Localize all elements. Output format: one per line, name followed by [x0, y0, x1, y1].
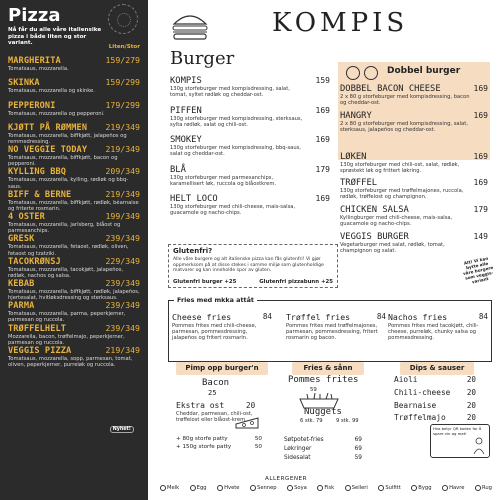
pizza-price: 239/349 — [105, 277, 140, 288]
pimp-ost-price: 20 — [246, 401, 256, 410]
gluten-pizza-price: Glutenfri pizzabunn +25 — [259, 279, 333, 285]
pizza-name: TRØFFELHELT — [8, 323, 67, 334]
pizza-price: 219/349 — [105, 344, 140, 355]
pizza-item — [8, 233, 140, 255]
pizza-price: 209/349 — [105, 166, 140, 177]
dip-row — [394, 375, 476, 384]
burger-desc: 2 x 80 g storfeburger med kompisdressing, bacon og cheddar-ost. — [340, 94, 470, 107]
pizza-price: 229/349 — [105, 255, 140, 266]
dip-row — [394, 413, 476, 422]
pizza-name: GRESK — [8, 234, 35, 245]
fries-price: 84 — [262, 312, 272, 321]
veggie-note: Alt! Vi kan bytte alle våre burgere som veggis-variant — [462, 255, 494, 285]
dip-name: Chili-cheese — [394, 388, 451, 397]
gluten-box — [168, 244, 338, 288]
pizza-item — [8, 211, 140, 233]
burger-icon — [170, 10, 210, 40]
pizza-name: KYLLING BBQ — [8, 167, 67, 178]
burger-price: 169 — [315, 135, 330, 145]
side-label: Løkringer — [284, 446, 312, 452]
burger-list — [170, 76, 330, 224]
page-title: KOMPIS — [272, 8, 409, 38]
allergen-item — [287, 485, 307, 491]
pizza-item — [8, 278, 140, 300]
pizza-item — [8, 300, 140, 322]
pommes-frites: Pommes frites — [288, 375, 359, 385]
allergen-name: Rug — [481, 485, 492, 491]
sulfite-icon — [378, 485, 384, 491]
burger-item — [340, 178, 488, 205]
allergen-name: Egg — [196, 485, 207, 491]
pizza-name: BIFF & BERNE — [8, 189, 72, 200]
pizza-name: KJØTT PÅ RØMMEN — [8, 122, 88, 133]
burger-desc: 130g storfeburger med chili-ost, salat, rødløk, sprøstekt løk og frittert løkring. — [340, 161, 460, 174]
face-icon — [364, 66, 378, 80]
burger-price: 169 — [315, 194, 330, 204]
face-icon — [346, 66, 360, 80]
burger-name: SMOKEY — [170, 135, 202, 146]
pizza-desc: Tomatsaus, mozzarella, biffkjøtt, rødløk, béarnaise og friterte rosmarin. — [8, 199, 139, 212]
pizza-item — [8, 55, 140, 77]
pizza-name: TACOKRØNSJ — [8, 256, 61, 267]
burger-desc: 2 x 80 g storfeburger med kompisdressing, salat, sterksaus, jalapeños og cheddar-ost. — [340, 120, 468, 133]
pimp-row-label: + 80g storfe patty — [176, 436, 228, 442]
burger-desc: 130g storfeburger med kompisdressing, salat, tomat, syltet rødløk og cheddar-ost. — [170, 86, 290, 99]
pizza-price: 239/349 — [105, 233, 140, 244]
pizza-name: SKINKA — [8, 78, 40, 89]
fries-frame-label: Fries med mkka attåt — [174, 296, 257, 304]
burger-price: 149 — [473, 231, 488, 241]
pizza-desc: Tomatsaus, mozzarella, parma, peperkjerner, parmesan og ruccola. — [8, 311, 126, 324]
pizza-desc: Tomatsaus, mozzarella og pepperoni. — [8, 110, 105, 117]
allergen-item — [378, 485, 400, 491]
pizza-item — [8, 256, 140, 278]
pizza-item — [8, 345, 140, 367]
burger-item — [340, 205, 488, 232]
burger-desc: 130g storfeburger med parmesanchips, karamellisert løk, ruccola og blåostkrem. — [170, 174, 277, 187]
fries-side-header: Fries & sånn — [292, 362, 364, 375]
burger-name: DOBBEL BACON CHEESE — [340, 84, 441, 94]
fries-item — [286, 312, 386, 341]
pizza-price: 159/279 — [105, 55, 140, 65]
burger-item — [340, 84, 488, 111]
pizza-list — [8, 55, 140, 367]
pizza-name: PARMA — [8, 301, 35, 312]
nuggets: Nuggets — [304, 407, 342, 417]
burger-name: LØKEN — [340, 151, 367, 162]
allergen-name: Fisk — [324, 485, 335, 491]
burger-item — [170, 76, 330, 106]
pizza-price: 239/349 — [105, 300, 140, 311]
pimp-row — [176, 444, 262, 450]
allergen-item — [250, 485, 277, 491]
pizza-desc: Tomatsaus, mozzarella, biffkjøtt, rødløk, jalapeños, hjertesalat, hvitløksdressing og sterksaus. — [8, 288, 140, 302]
egg-icon — [190, 485, 196, 491]
pizza-name: PEPPERONI — [8, 100, 56, 111]
burger-name: CHICKEN SALSA — [340, 205, 409, 216]
burger-price: 179 — [473, 205, 488, 215]
pizza-name: MARGHERITA — [8, 56, 61, 66]
burger-price: 169 — [473, 178, 488, 188]
pizza-item — [8, 166, 140, 188]
pizza-desc: Mozzarella, bacon, trøffelmajo, peperkjerner, parmesan og ruccola. — [8, 333, 125, 346]
pimp-ost-desc: Cheddar, parmesan, chili-ost, trøffelost eller blåost-krem. — [176, 411, 253, 424]
burger-desc: 130g storfeburger med kompisdressing, bbq-saus, salat og cheddar-ost. — [170, 145, 301, 158]
dip-price: 20 — [466, 375, 476, 384]
pimp-bacon: Bacon — [202, 378, 230, 388]
fries-name: Cheese fries — [172, 312, 232, 322]
pizza-item — [8, 77, 140, 99]
pizza-desc: Tomatsaus, mozzarella, sopp, parmesan, tomat, oliven, peperkjerner, purreløk og ruccola. — [8, 355, 133, 369]
dip-price: 20 — [466, 401, 476, 410]
fries-item — [388, 312, 488, 341]
pizza-panel — [0, 0, 148, 500]
burger-price: 179 — [315, 164, 330, 174]
allergen-name: Sulfitt — [385, 485, 401, 491]
pizza-name: KEBAB — [8, 278, 35, 289]
gluten-burger-price: Glutenfri burger +25 — [173, 279, 237, 285]
burger-price: 169 — [473, 84, 488, 93]
pizza-desc: Tomatsaus, mozzarella, jarlsberg, blåost og parmesanchips. — [8, 222, 121, 235]
pizza-item — [8, 144, 140, 166]
fries-price: 84 — [478, 312, 488, 321]
allergen-name: Melk — [167, 485, 180, 491]
burger-name: KOMPIS — [170, 76, 202, 86]
pizza-price: 199/349 — [105, 211, 140, 222]
pizza-name: 4 OSTER — [8, 212, 45, 223]
fries-name: Nachos fries — [388, 312, 448, 322]
dip-row — [394, 388, 476, 397]
burger-desc: 130g storfeburger med chili-cheese, mais-salsa, guacamole og nacho-chips. — [170, 204, 296, 217]
nuggets-6: 6 stk. 79 — [300, 418, 323, 424]
burger-item — [170, 194, 330, 224]
allergen-item — [160, 485, 179, 491]
qr-note-text: Hva betyr QR koden for å spare vin og mat! — [433, 426, 482, 436]
side-label: Sidesalat — [284, 455, 311, 461]
pizza-item — [8, 122, 140, 144]
burger-price: 159 — [315, 76, 330, 85]
dips-header: Dips & sauser — [400, 362, 474, 375]
new-badge: Nyhet! — [110, 426, 134, 433]
allergen-name: Havre — [449, 485, 465, 491]
dip-name: Aioli — [394, 375, 418, 384]
allergen-item — [190, 485, 207, 491]
burger-item — [170, 135, 330, 165]
burger-item — [340, 232, 488, 259]
dip-price: 20 — [466, 388, 476, 397]
burger-item — [170, 106, 330, 136]
pizza-item — [8, 189, 140, 211]
pizza-price: 219/349 — [105, 121, 140, 132]
rye-icon — [475, 485, 481, 491]
dobbel-burger-title: Dobbel burger — [387, 66, 461, 76]
side-price: 69 — [354, 446, 362, 452]
side-label: Søtpotet-fries — [284, 437, 324, 443]
allergen-name: Hvete — [224, 485, 240, 491]
wheat-icon — [217, 485, 223, 491]
pimp-row-price: 50 — [254, 444, 262, 450]
allergen-item — [411, 485, 431, 491]
dip-price: 20 — [466, 413, 476, 422]
pizza-desc: Tomatsaus, mozzarella, biffkjøtt, jalapeños og remmedressing. — [8, 132, 127, 146]
burger-item — [340, 111, 488, 138]
allergen-item — [475, 485, 492, 491]
mustard-icon — [250, 485, 256, 491]
allergen-name: Bygg — [418, 485, 432, 491]
pizza-price: 239/349 — [105, 322, 140, 333]
side-row — [284, 455, 362, 461]
pizza-desc: Tomatsaus, mozzarella, fetaost, rødløk, oliven, fetaost og tzatziki. — [8, 244, 129, 257]
pizza-price: 159/299 — [105, 77, 140, 88]
celery-icon — [345, 485, 351, 491]
pizza-desc: Tomatsaus, mozzarella, biffkjøtt, bacon og pepperoni. — [8, 155, 118, 168]
pimp-row — [176, 436, 262, 442]
pizza-name: VEGGIS PIZZA — [8, 345, 72, 356]
allergen-name: Selleri — [351, 485, 368, 491]
side-row — [284, 437, 362, 443]
fish-icon — [317, 485, 323, 491]
fries-name: Trøffel fries — [286, 312, 351, 322]
burger-price: 169 — [473, 151, 488, 161]
burger-name: VEGGIS BURGER — [340, 231, 409, 242]
qr-note — [430, 424, 490, 458]
gluten-title: Glutenfri? — [173, 247, 213, 255]
burger-desc: 130g storfeburger med kompisdressing, sterksaus, sylta rødløk, salat og chili-ost. — [170, 115, 303, 128]
allergen-name: Soya — [294, 485, 307, 491]
dip-name: Trøffelmajo — [394, 413, 446, 422]
gluten-text: Alle våre burgere og alt italienske pizza kan fås glutenfri! Vi gjør oppmerksom på at disse stekes i samme miljø som glutenholdige matvarer og kan inneholde spor av gluten. — [173, 257, 324, 274]
dip-row — [394, 401, 476, 410]
burger-name: BLÅ — [170, 164, 186, 175]
burger-item — [340, 152, 488, 179]
pimp-ost: Ekstra ost — [176, 401, 225, 410]
pizza-item — [8, 323, 140, 345]
fries-item — [172, 312, 272, 341]
burger-name: HANGRY — [340, 110, 372, 121]
pizza-intro: Nå får du alle våre italiensike pizza i både liten og stor variant. — [8, 27, 102, 47]
pizza-size-header: Liten/Stor — [108, 44, 140, 50]
pizza-name: NO VEGGIE TODAY — [8, 145, 88, 156]
burger-price: 169 — [473, 110, 488, 120]
allergen-row — [160, 485, 492, 491]
fries-price: 84 — [376, 312, 386, 321]
pizza-price: 179/299 — [105, 99, 140, 110]
burger-name: TRØFFEL — [340, 178, 378, 189]
allergen-item — [217, 485, 239, 491]
soy-icon — [287, 485, 293, 491]
pommes-price: 59 — [310, 387, 317, 393]
pizza-price: 219/349 — [105, 144, 140, 155]
pizza-desc: Tomatsaus, mozzarella, tacokjøtt, jalapeños, rødløk, nachos og salsa. — [8, 266, 124, 279]
burger-desc: Kyllingburger med chili-cheese, mais-salsa, guacamole og nacho-chips. — [340, 215, 453, 228]
pizza-title: Pizza — [8, 5, 61, 26]
burger-item — [170, 165, 330, 195]
right-burger-list — [340, 84, 488, 259]
burger-desc: Vegetarburger med salat, rødløk, tomat, champignon og salat. — [340, 241, 445, 255]
burger-desc: 130g storfeburger med trøffelmajones, ruccola, rødløk, trøffelost og champignon. — [340, 188, 464, 201]
allergen-name: Sennep — [257, 485, 277, 491]
allergen-label: ALLERGENER — [265, 476, 307, 482]
pizza-desc: Tomatsaus, mozzarella og skinke. — [8, 88, 95, 95]
allergen-item — [442, 485, 464, 491]
pimp-bacon-price: 25 — [208, 389, 217, 397]
fries-desc: Pommes frites med chili-cheese, parmesan, pommesdressing, jalapeños og fritert rosmarin. — [172, 323, 257, 342]
barley-icon — [411, 485, 417, 491]
fries-desc: Pommes frites med tacokjøtt, chili-cheese, purreløk, chunky salsa og pommesdressing. — [388, 323, 479, 342]
cheese-icon — [234, 412, 260, 432]
milk-icon — [160, 485, 166, 491]
burger-price: 169 — [315, 105, 330, 115]
pizza-desc: Tomatsaus, mozzarella. — [8, 66, 69, 72]
pimp-row-label: + 150g storfe patty — [176, 444, 232, 450]
nuggets-9: 9 stk. 99 — [336, 418, 359, 424]
pizza-price: 219/349 — [105, 188, 140, 199]
burger-name: PIFFEN — [170, 105, 202, 116]
pizza-desc: Tomatsaus, mozzarella, kylling, rødløk og bbq-saus. — [8, 177, 129, 190]
pimp-header: Pimp opp burger'n — [176, 362, 268, 375]
pizza-item — [8, 100, 140, 122]
side-row — [284, 446, 362, 452]
person-icon — [472, 437, 486, 455]
side-price: 59 — [354, 455, 362, 461]
allergen-item — [317, 485, 334, 491]
pizza-doodle-icon — [108, 4, 138, 34]
dip-name: Bearnaise — [394, 401, 437, 410]
fries-desc: Pommes frites med trøffelmajones, parmesan, pommesdressing, fritert rosmarin og bacon. — [286, 323, 378, 342]
allergen-item — [345, 485, 368, 491]
pimp-row-price: 50 — [254, 436, 262, 442]
oats-icon — [442, 485, 448, 491]
side-price: 69 — [354, 437, 362, 443]
gluten-prices — [173, 279, 333, 285]
burger-name: HELT LOCO — [170, 194, 218, 205]
burger-section-title: Burger — [170, 48, 235, 69]
